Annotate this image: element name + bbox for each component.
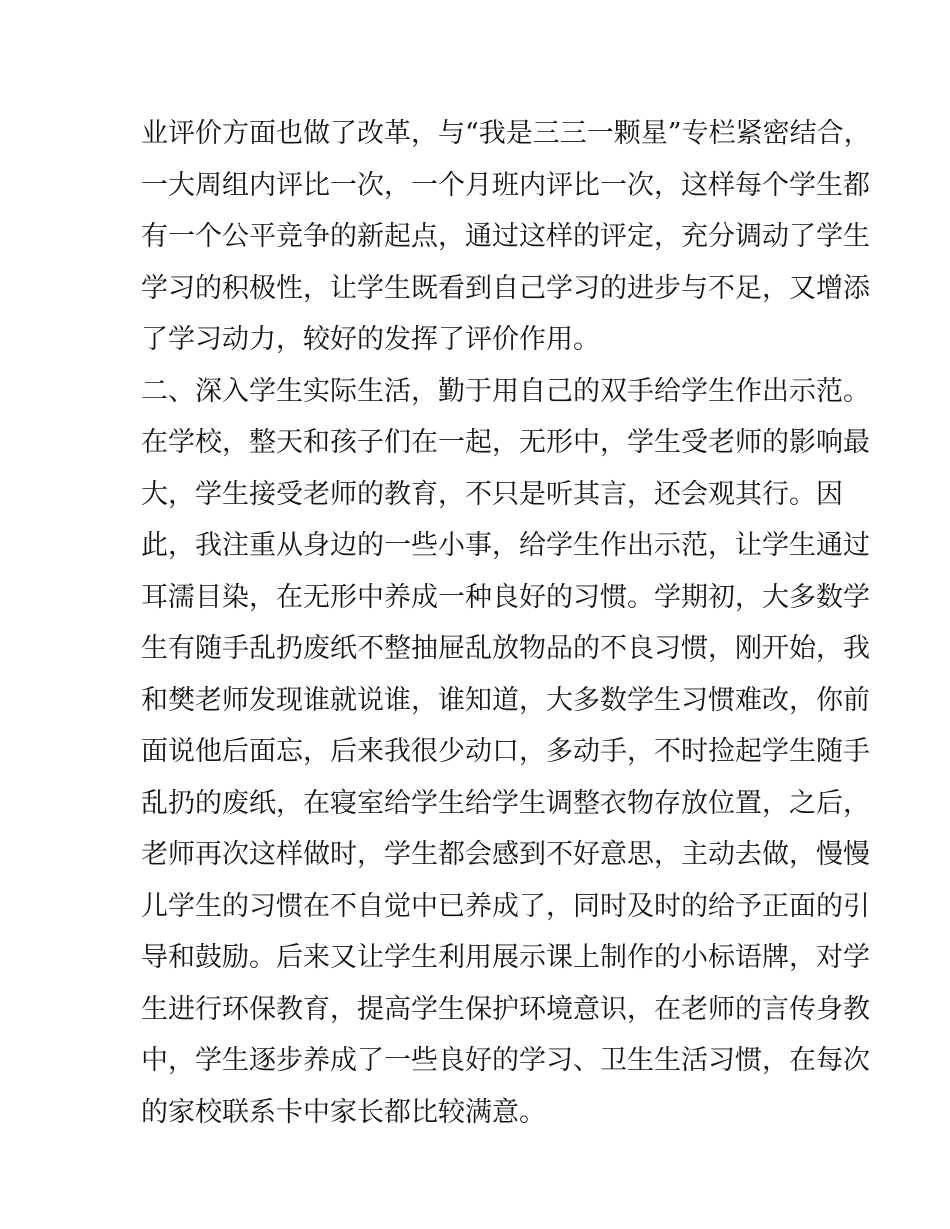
text-line-12: 和樊老师发现谁就说谁，谁知道，大多数学生习惯难改，你前	[141, 684, 870, 716]
text-line-11: 生有随手乱扔废纸不整抽屉乱放物品的不良习惯，刚开始，我	[141, 633, 870, 664]
text-line-13: 面说他后面忘，后来我很少动口，多动手，不时捡起学生随手	[141, 736, 870, 767]
text-line-3: 有一个公平竞争的新起点，通过这样的评定，充分调动了学生	[141, 221, 870, 252]
text-line-8: 大，学生接受老师的教育，不只是听其言，还会观其行。因	[141, 478, 843, 510]
text-line-5: 了学习动力，较好的发挥了评价作用。	[141, 324, 600, 355]
text-line-19: 中，学生逐步养成了一些良好的学习、卫生生活习惯，在每次	[141, 1045, 870, 1076]
text-line-17: 导和鼓励。后来又让学生利用展示课上制作的小标语牌，对学	[141, 942, 870, 973]
text-line-2: 一大周组内评比一次，一个月班内评比一次，这样每个学生都	[141, 169, 870, 201]
text-line-9: 此，我注重从身边的一些小事，给学生作出示范，让学生通过	[141, 530, 870, 561]
body-text	[141, 108, 871, 1138]
text-line-1: 业评价方面也做了改革，与“我是三三一颗星”专栏紧密结合，	[141, 118, 871, 149]
text-line-14: 乱扔的废纸，在寝室给学生给学生调整衣物存放位置，之后，	[141, 787, 870, 819]
text-line-20: 的家校联系卡中家长都比较满意。	[141, 1096, 546, 1128]
section-heading-line: 二、深入学生实际生活，勤于用自己的双手给学生作出示范。	[141, 375, 870, 407]
text-line-18: 生进行环保教育，提高学生保护环境意识，在老师的言传身教	[141, 993, 870, 1025]
text-line-7: 在学校，整天和孩子们在一起，无形中，学生受老师的影响最	[141, 427, 870, 458]
text-line-16: 儿学生的习惯在不自觉中已养成了，同时及时的给予正面的引	[141, 890, 870, 922]
text-line-4: 学习的积极性，让学生既看到自己学习的进步与不足，又增添	[141, 272, 870, 304]
text-line-15: 老师再次这样做时，学生都会感到不好意思，主动去做，慢慢	[141, 839, 870, 870]
text-line-10: 耳濡目染，在无形中养成一种良好的习惯。学期初，大多数学	[141, 581, 870, 613]
